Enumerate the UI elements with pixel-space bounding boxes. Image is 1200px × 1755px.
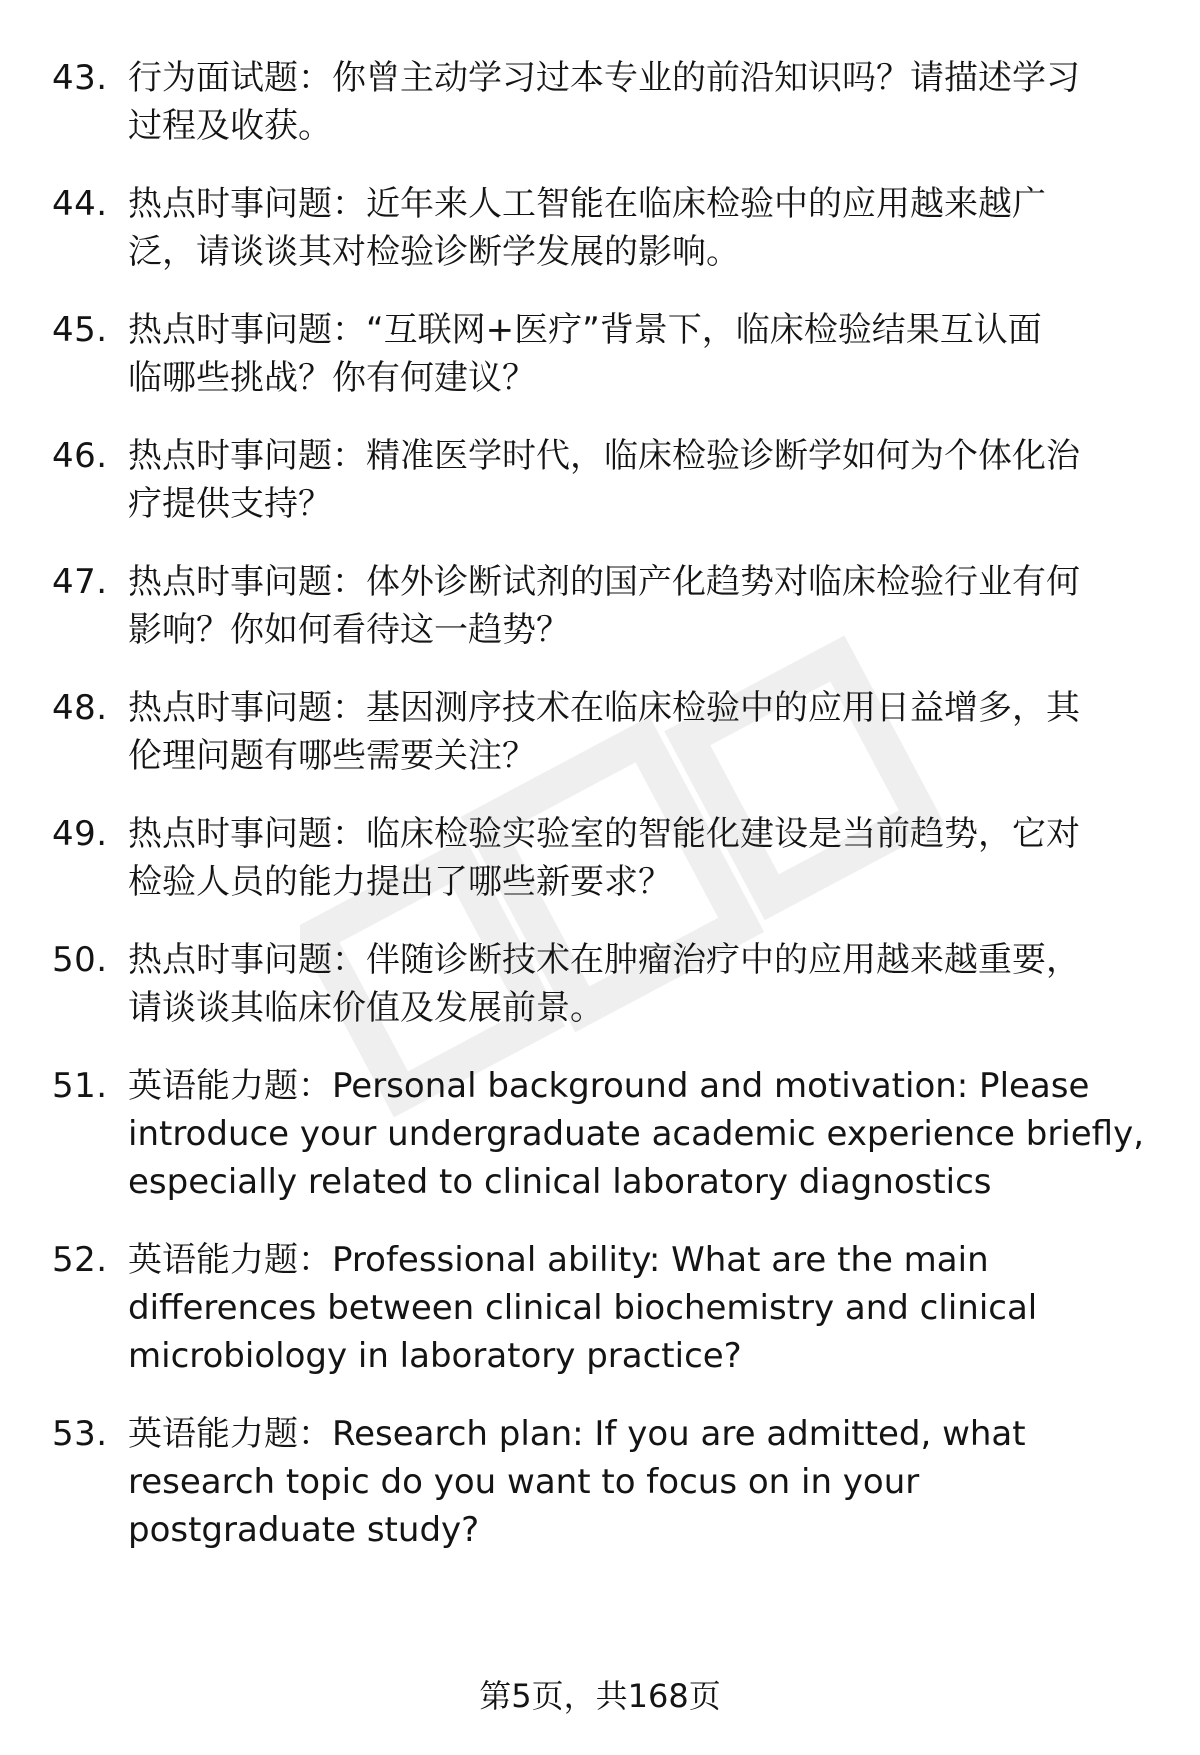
question-item xyxy=(52,1236,1152,1380)
question-text: 热点时事问题：基因测序技术在临床检验中的应用日益增多，其 伦理问题有哪些需要关注？ xyxy=(128,688,1080,776)
question-item xyxy=(52,54,1152,150)
question-number: 44. xyxy=(52,184,108,224)
question-text: 热点时事问题：伴随诊断技术在肿瘤治疗中的应用越来越重要， 请谈谈其临床价值及发展前景。 xyxy=(128,940,1080,1028)
question-number: 48. xyxy=(52,688,108,728)
question-text: 热点时事问题：体外诊断试剂的国产化趋势对临床检验行业有何 影响？你如何看待这一趋势？ xyxy=(128,562,1080,650)
question-text: 行为面试题：你曾主动学习过本专业的前沿知识吗？请描述学习 过程及收获。 xyxy=(128,58,1080,146)
question-item xyxy=(52,306,1152,402)
question-number: 46. xyxy=(52,436,108,476)
question-item xyxy=(52,936,1152,1032)
question-text: 热点时事问题：临床检验实验室的智能化建设是当前趋势，它对 检验人员的能力提出了哪些新要求？ xyxy=(128,814,1080,902)
question-item xyxy=(52,1062,1152,1206)
question-number: 49. xyxy=(52,814,108,854)
question-list xyxy=(52,54,1152,1584)
question-text: 英语能力题：Personal background and motivation: Please introduce your undergraduate academic experience briefly, especially related to clinical laboratory diagnostics xyxy=(128,1066,1145,1202)
question-text: 英语能力题：Research plan: If you are admitted, what research topic do you want to focus on in your postgraduate study? xyxy=(128,1414,1026,1550)
question-item xyxy=(52,684,1152,780)
question-item xyxy=(52,558,1152,654)
question-number: 53. xyxy=(52,1414,108,1454)
question-number: 43. xyxy=(52,58,108,98)
question-item xyxy=(52,180,1152,276)
question-text: 热点时事问题：近年来人工智能在临床检验中的应用越来越广 泛，请谈谈其对检验诊断学发展的影响。 xyxy=(128,184,1046,272)
page-footer: 第5页，共168页 xyxy=(479,1677,721,1715)
question-text: 英语能力题：Professional ability: What are the main differences between clinical biochemistry and clinical microbiology in laboratory practice? xyxy=(128,1240,1038,1376)
question-text: 热点时事问题：“互联网+医疗”背景下，临床检验结果互认面 临哪些挑战？你有何建议？ xyxy=(128,310,1042,398)
question-item xyxy=(52,1410,1152,1554)
question-number: 50. xyxy=(52,940,108,980)
question-number: 45. xyxy=(52,310,108,350)
question-item xyxy=(52,432,1152,528)
question-number: 52. xyxy=(52,1240,108,1280)
question-number: 47. xyxy=(52,562,108,602)
question-number: 51. xyxy=(52,1066,108,1106)
question-text: 热点时事问题：精准医学时代，临床检验诊断学如何为个体化治 疗提供支持？ xyxy=(128,436,1080,524)
question-item xyxy=(52,810,1152,906)
